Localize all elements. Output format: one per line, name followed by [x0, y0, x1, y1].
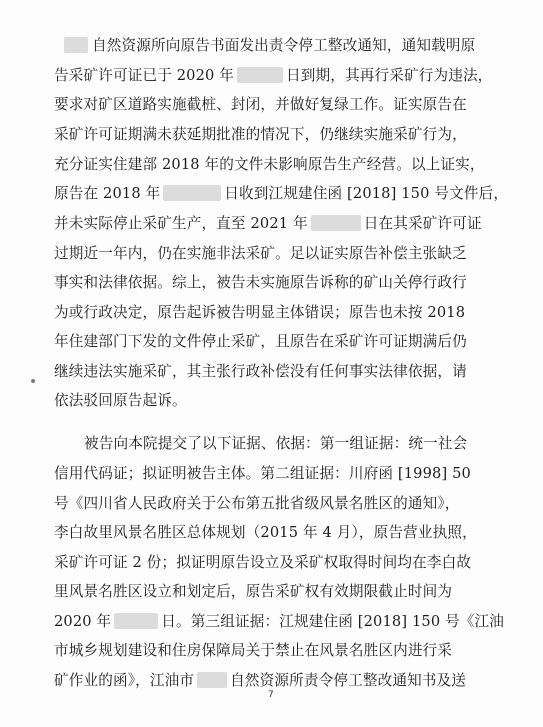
text-line: 李白故里风景名胜区总体规划（2015 年 4 月），原告营业执照， [54, 524, 477, 541]
text-line: 被告向本院提交了以下证据、依据：第一组证据：统一社会 [84, 435, 468, 452]
redaction-mark [311, 215, 361, 231]
text-line: 充分证实住建部 2018 年的文件未影响原告生产经营。以上证实， [54, 156, 485, 173]
scan-speck [31, 379, 35, 383]
text-line: 采矿许可证期满未获延期批准的情况下，仍继续实施采矿行为， [54, 126, 467, 143]
text-line: 里风景名胜区设立和划定后，原告采矿权有效期限截止时间为 [54, 583, 453, 600]
text-line: 并未实际停止采矿生产，直至 2021 年 日在其采矿许可证 [54, 215, 482, 232]
text-line: 事实和法律依据。综上，被告未实施原告诉称的矿山关停行政行 [54, 274, 467, 291]
redaction-mark [163, 185, 221, 201]
redaction-mark [197, 672, 227, 688]
text-line: 依法驳回原告起诉。 [54, 392, 187, 409]
text-line: 信用代码证；拟证明被告主体。第二组证据：川府函 [1998] 50 [54, 465, 471, 482]
text-line: 年住建部门下发的文件停止采矿，且原告在采矿许可证期满后仍 [54, 333, 467, 350]
text-line: 2020 年 日。第三组证据：江规建住函 [2018] 150 号《江油 [54, 613, 505, 630]
text-line: 继续违法实施采矿，其主张行政补偿没有任何事实法律依据，请 [54, 363, 467, 380]
text-line: 市城乡规划建设和住房保障局关于禁止在风景名胜区内进行采 [54, 642, 453, 659]
text-line: 采矿许可证 2 份；拟证明原告设立及采矿权取得时间均在李白故 [54, 554, 472, 571]
text-line: 原告在 2018 年 日收到江规建住函 [2018] 150 号文件后， [54, 185, 509, 202]
text-line: 号《四川省人民政府关于公布第五批省级风景名胜区的通知》， [54, 495, 460, 512]
redaction-mark [237, 67, 283, 83]
text-line: 矿作业的函》，江油市 自然资源所责令停工整改通知书及送 [54, 672, 467, 689]
page-number: 7 [268, 690, 274, 700]
redaction-mark [64, 37, 88, 53]
text-line: 自然资源所向原告书面发出责令停工整改通知，通知载明原 [64, 36, 475, 56]
text-line: 要求对矿区道路实施截桩、封闭，并做好复绿工作。证实原告在 [54, 96, 467, 113]
redaction-mark [114, 613, 158, 629]
text-line: 为或行政决定，原告起诉被告明显主体错误；原告也未按 2018 [54, 304, 466, 321]
text-line: 过期近一年内，仍在实施非法采矿。足以证实原告补偿主张缺乏 [54, 245, 467, 262]
text-line: 告采矿许可证已于 2020 年 日到期，其再行采矿行为违法， [54, 67, 493, 84]
